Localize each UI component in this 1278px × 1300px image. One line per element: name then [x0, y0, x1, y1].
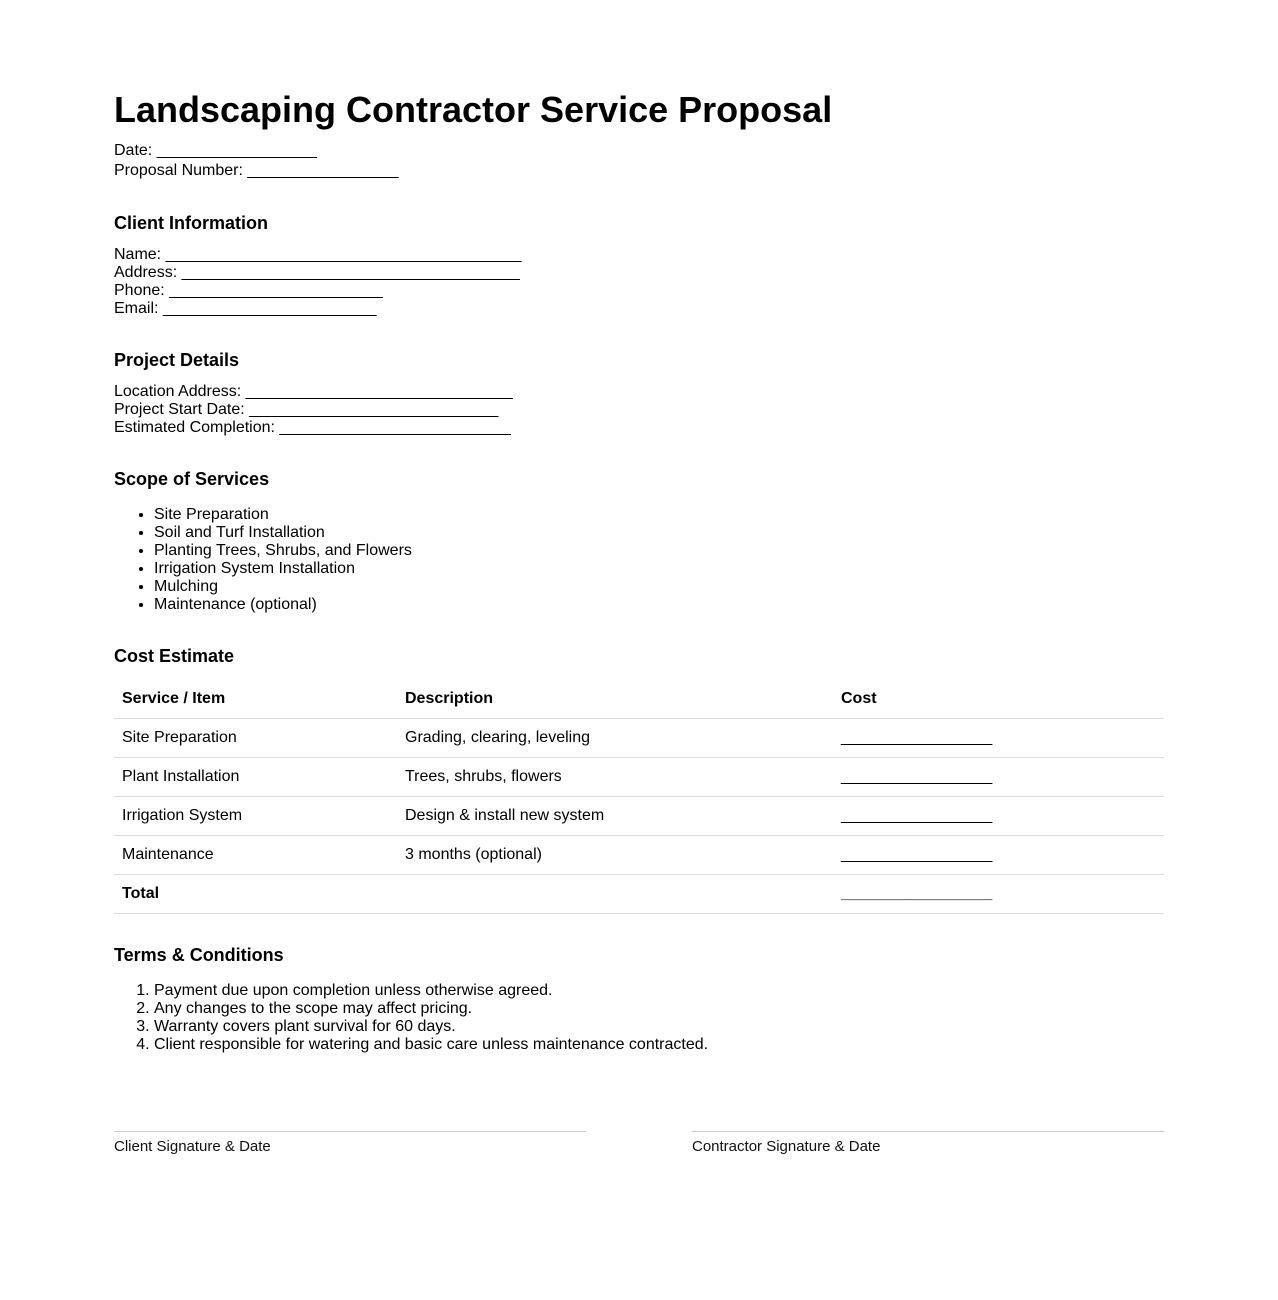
list-item: 3. Warranty covers plant survival for 60 days.	[154, 1018, 1164, 1036]
estimated-completion-field	[114, 419, 1164, 437]
cost-blank[interactable]: _________________	[833, 719, 1164, 758]
service-cell: Site Preparation	[114, 719, 397, 758]
client-name-label: Name:	[114, 246, 162, 263]
client-email-label: Email:	[114, 300, 159, 317]
project-details-fields	[114, 383, 1164, 437]
total-label: Total	[114, 875, 397, 914]
list-item: 2. Any changes to the scope may affect pricing.	[154, 1000, 1164, 1018]
project-start-date-label: Project Start Date:	[114, 401, 245, 418]
description-cell: 3 months (optional)	[397, 836, 833, 875]
list-item: 1. Payment due upon completion unless otherwise agreed.	[154, 982, 1164, 1000]
cost-blank[interactable]: _________________	[833, 836, 1164, 875]
estimated-completion-label: Estimated Completion:	[114, 419, 275, 436]
client-phone-field	[114, 282, 1164, 300]
cost-blank[interactable]: _________________	[833, 758, 1164, 797]
location-address-field	[114, 383, 1164, 401]
column-header-description: Description	[397, 680, 833, 719]
service-cell: Maintenance	[114, 836, 397, 875]
contractor-signature-label: Contractor Signature & Date	[692, 1138, 881, 1155]
proposal-meta	[114, 141, 1164, 181]
location-address-blank[interactable]: ______________________________	[245, 383, 513, 400]
service-cell: Plant Installation	[114, 758, 397, 797]
proposal-number-field	[114, 161, 1164, 181]
table-row	[114, 797, 1164, 836]
date-blank[interactable]: __________________	[156, 142, 317, 159]
client-information-fields	[114, 246, 1164, 318]
column-header-service: Service / Item	[114, 680, 397, 719]
scope-of-services-heading: Scope of Services	[114, 469, 270, 489]
location-address-label: Location Address:	[114, 383, 242, 400]
document-title: Landscaping Contractor Service Proposal	[114, 89, 833, 130]
date-label: Date:	[114, 142, 153, 159]
terms-and-conditions-heading: Terms & Conditions	[114, 945, 284, 965]
list-item: • Mulching	[154, 578, 1164, 596]
project-details-heading: Project Details	[114, 350, 240, 370]
cost-estimate-heading: Cost Estimate	[114, 646, 235, 666]
project-start-date-blank[interactable]: ____________________________	[249, 401, 499, 418]
total-cost-blank[interactable]: _________________	[833, 875, 1164, 914]
signature-section	[114, 1131, 1164, 1156]
list-item: • Planting Trees, Shrubs, and Flowers	[154, 542, 1164, 560]
proposal-number-blank[interactable]: _________________	[247, 162, 399, 179]
client-information-heading: Client Information	[114, 213, 268, 233]
table-row	[114, 836, 1164, 875]
list-item: 4. Client responsible for watering and basic care unless maintenance contracted.	[154, 1036, 1164, 1054]
list-item: • Maintenance (optional)	[154, 596, 1164, 614]
table-header-row	[114, 680, 1164, 719]
client-signature-label: Client Signature & Date	[114, 1138, 271, 1155]
list-item: • Site Preparation	[154, 506, 1164, 524]
description-cell: Design & install new system	[397, 797, 833, 836]
client-signature-line[interactable]	[114, 1131, 586, 1156]
scope-of-services-list	[114, 506, 1164, 614]
proposal-number-label: Proposal Number:	[114, 162, 243, 179]
terms-list	[114, 982, 1164, 1054]
table-row	[114, 758, 1164, 797]
client-address-label: Address:	[114, 264, 178, 281]
total-row	[114, 875, 1164, 914]
description-cell: Trees, shrubs, flowers	[397, 758, 833, 797]
service-cell: Irrigation System	[114, 797, 397, 836]
client-name-blank[interactable]: ________________________________________	[165, 246, 522, 263]
list-item: • Soil and Turf Installation	[154, 524, 1164, 542]
column-header-cost: Cost	[833, 680, 1164, 719]
client-phone-blank[interactable]: ________________________	[169, 282, 383, 299]
client-name-field	[114, 246, 1164, 264]
client-email-blank[interactable]: ________________________	[162, 300, 377, 317]
client-phone-label: Phone:	[114, 282, 165, 299]
client-email-field	[114, 300, 1164, 318]
description-cell: Grading, clearing, leveling	[397, 719, 833, 758]
total-description-cell	[397, 875, 833, 914]
cost-estimate-table	[114, 680, 1164, 914]
list-item: • Irrigation System Installation	[154, 560, 1164, 578]
cost-blank[interactable]: _________________	[833, 797, 1164, 836]
table-row	[114, 719, 1164, 758]
contractor-signature-line[interactable]	[692, 1131, 1164, 1156]
proposal-document	[114, 0, 1164, 1296]
date-field	[114, 141, 1164, 161]
estimated-completion-blank[interactable]: __________________________	[279, 419, 511, 436]
project-start-date-field	[114, 401, 1164, 419]
client-address-field	[114, 264, 1164, 282]
client-address-blank[interactable]: ______________________________________	[181, 264, 520, 281]
